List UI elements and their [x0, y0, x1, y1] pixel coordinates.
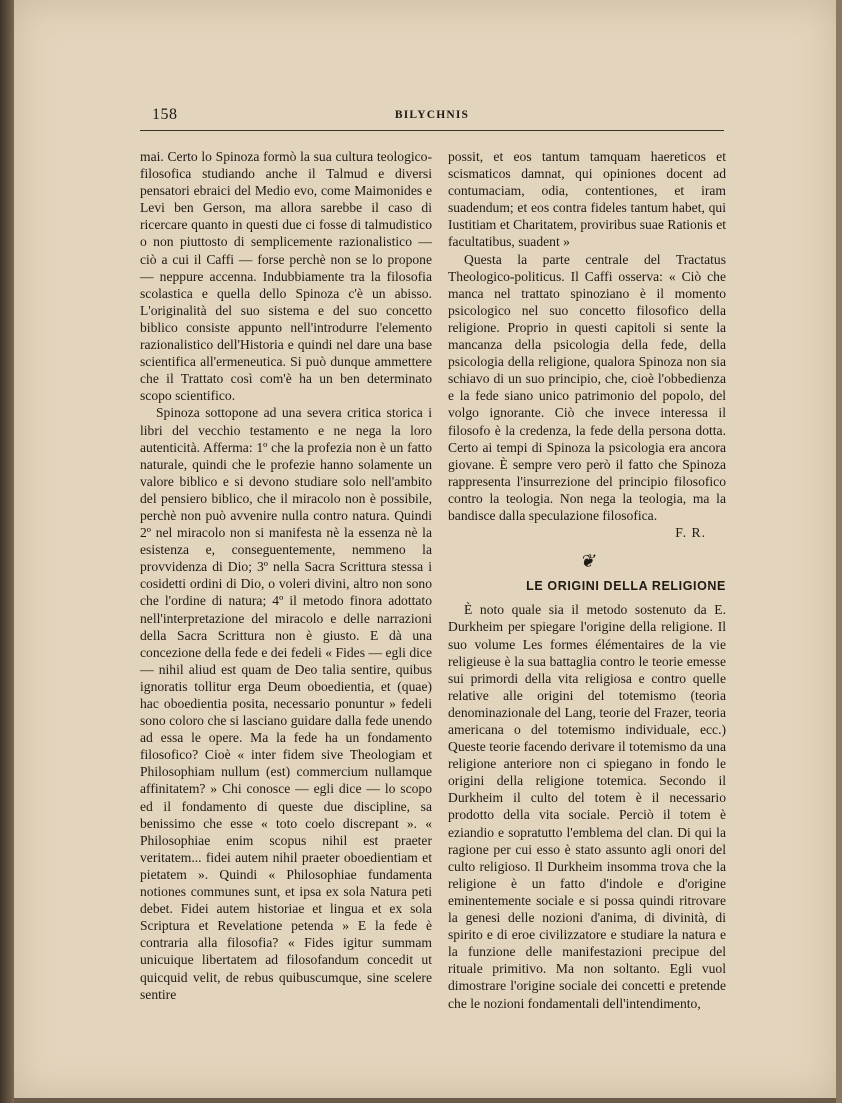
page-number: 158: [152, 106, 178, 123]
paragraph: possit, et eos tantum tamquam haereticos et scismaticos damnat, qui opiniones docent ad contumaciam, odia, contentiones, et iram suadendum; et eos contra fideles tantum habet, qui Iustitiam et Charitatem, proviribus suae Rationis et facultatibus, suadent »: [448, 149, 726, 250]
paragraph: È noto quale sia il metodo sostenuto da E. Durkheim per spiegare l'origine della religione. Il suo volume Les formes élémentaires de la vie religieuse è la sua battaglia contro le teorie emesse sui primordi della vita religiosa e contro quelle relative alle origini del totemismo (teoria denominazionale del Lang, teorie del Frazer, teoria americana o del totemismo individuale, ecc.) Queste teorie facendo derivare il totemismo da una religione anteriore non ci spiegano in fondo le origini della religione totemica. Secondo il Durkheim il culto del totem è il necessario prodotto della vita sociale. Perciò il totem è eziandio e sopratutto l'emblema del clan. Di qui la ragione per cui esso è stato assunto agli onori del culto religioso. Il Durkheim insomma trova che la religione è un fatto d'indole e d'origine eminentemente sociale e si possa quindi ritrovare la genesi delle nozioni d'anima, di divinità, di spirito e di eroe civilizzatore e studiare la natura e la funzione delle manifestazioni precipue del rituale primitivo. Ma non soltanto. Egli vuol dimostrare l'origine sociale dei concetti e pretende che le nozioni fondamentali dell'intendimento,: [448, 602, 726, 1011]
right-column: [448, 148, 726, 1012]
section-title: LE ORIGINI DELLA RELIGIONE: [526, 579, 726, 594]
paragraph: Questa la parte centrale del Tractatus Theologico-politicus. Il Caffi osserva: « Ciò che manca nel trattato spinoziano è il momento psicologico nel suo concetto filosofico della religione. Proprio in questi capitoli si sente la mancanza della psicologia della fede, della psicologia della religione, qualora Spinoza non sia schiavo di un suo principio, che, cioè l'obbedienza e la fede siano unico patrimonio del popolo, del volgo ignorante. Ciò che invece interessa il filosofo è la credenza, la fede della persona dotta. Certo ai tempi di Spinoza la psicologia era ancora giovane. È sempre vero però il fatto che Spinoza rappresenta l'insurrezione del principio filosofico contro la teologia. Non nega la teologia, ma la bandisce dalla speculazione filosofica.: [448, 251, 726, 523]
paragraph: mai. Certo lo Spinoza formò la sua cultura teologico-filosofica studiando anche il Talmud e diversi pensatori ebraici del Medio evo, come Maimonides e Levi ben Gerson, ma allora sarebbe il caso di ricercare quanto in questi due ci fosse di talmudistico o non piuttosto di semplicemente razionalistico — ciò a cui il Caffi — forse perchè non se lo propone — neppure accenna. Indubbiamente tra la filosofia scolastica e quella dello Spinoza c'è un abisso. L'originalità del suo sistema e del suo concetto biblico consiste appunto nell'introdurre l'elemento razionalistico dell'Historia e quindi nel dare una base scientifica all'ermeneutica. Si può dunque ammettere che il Trattato così com'è ha un ben determinato scopo scientifico.: [140, 149, 432, 404]
book-gutter: [0, 0, 14, 1103]
left-column: [140, 148, 432, 1003]
page-edge: [836, 0, 842, 1103]
running-head: BILYCHNIS: [394, 109, 470, 121]
paragraph: Spinoza sottopone ad una severa critica storica i libri del vecchio testamento e ne nega la loro autenticità. Afferma: 1º che la profezia non è un fatto naturale, quindi che le profezie hanno solamente un valore biblico e si devono studiare solo nell'ambito del pensiero biblico, che il miracolo non è possibile, perchè non può avvenire nulla contro natura. Quindi 2º nel miracolo non si manifesta nè la essenza nè la esistenza e, conseguentemente, nemmeno la provvidenza di Dio; 3º nella Sacra Scrittura stessa i cosidetti ordini di Dio, o voleri divini, altro non sono che l'ordine di natura; 4º il metodo finora adottato nell'interpretazione del miracolo e delle narrazioni della Sacra Scrittura non è giusto. E dà una concezione della fede e dei fedeli « Fides — egli dice — nihil aliud est quam de Deo talia sentire, quibus ignoratis tollitur erga Deum oboedientia, et (quae) hac oboedientia posita, necessario ponuntur » fedeli sono coloro che si lasciano guidare dalla fede unendo ad essa le opere. Ma la fede ha un fondamento filosofico? Cioè « inter fidem sive Theologiam et Philosophiam nullum (est) commercium nullamque affinitatem? » Chi conosce — egli dice — lo scopo ed il fondamento di queste due discipline, sa benissimo che esse « toto coelo discrepant ». « Philosophiae enim scopus nihil est praeter veritatem... fidei autem nihil praeter oboedientiam et pietatem ». Quindi « Philosophiae fundamenta notiones communes sunt, et ipsa ex sola Natura peti debet. Fidei autem historiae et lingua et ex sola Scriptura et Revelatione petenda » E la fede è contraria alla filosofia? « Fides igitur summam unicuique libertatem ad filosofandum concedit ut quicquid velit, de rebus quibuscumque, sine scelere sentire: [140, 405, 432, 1002]
page-header: [140, 106, 724, 131]
leaf-ornament-icon: ❦: [579, 551, 595, 572]
author-signature: F. R.: [675, 525, 706, 541]
